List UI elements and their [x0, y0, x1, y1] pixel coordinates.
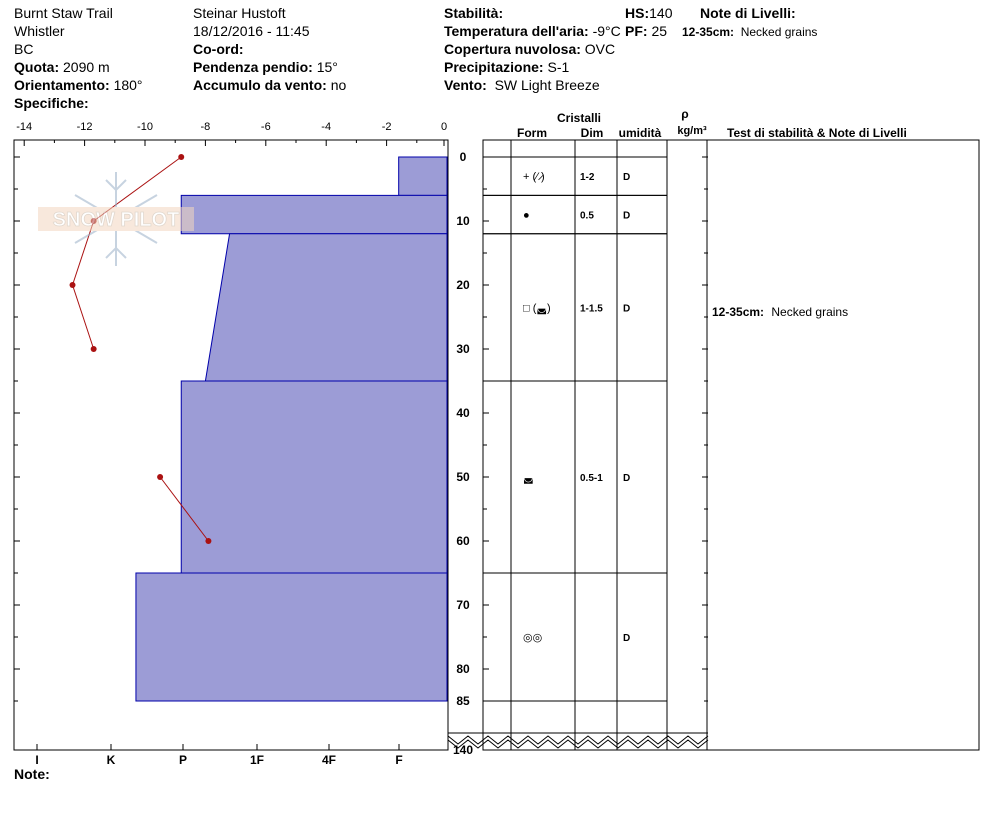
hardness-tick-label: P	[178, 753, 188, 767]
temp-point	[70, 282, 76, 288]
break-zigzag	[448, 736, 708, 744]
province: BC	[14, 41, 34, 57]
density-header: ρ	[681, 107, 689, 121]
temp-point	[205, 538, 211, 544]
stability-header: Test di stabilità & Note di Livelli	[727, 126, 907, 140]
crystal-form: ◛	[523, 472, 534, 484]
cloud-label: Copertura nuvolosa:	[444, 41, 581, 57]
wind-label: Vento:	[444, 77, 487, 93]
stability-note-range: 12-35cm:	[712, 305, 765, 319]
hs-value: 140	[649, 5, 673, 21]
crystal-size: 1-1.5	[580, 303, 603, 315]
layer-note-range: 12-35cm:	[682, 25, 735, 39]
crystal-size: 1-2	[580, 172, 595, 184]
depth-tick-label: 80	[456, 662, 470, 676]
slope: 15°	[316, 59, 338, 75]
temp-point	[178, 154, 184, 160]
datetime: 18/12/2016 - 11:45	[193, 23, 310, 39]
wind: SW Light Breeze	[494, 77, 600, 93]
crystal-form: □ (◛)	[523, 302, 551, 315]
watermark-text: SNOW PILOT	[52, 209, 180, 231]
temp-tick-label: 0	[440, 121, 448, 133]
air-temp: -9°C	[592, 23, 621, 39]
depth-tick-label: 50	[456, 470, 470, 484]
temp-tick-label: -2	[381, 121, 392, 133]
moisture: D	[623, 633, 631, 644]
depth-tick-label: 0	[459, 150, 467, 164]
moisture: D	[623, 210, 631, 222]
wind-load-label: Accumulo da vento:	[193, 77, 327, 93]
stability-label: Stabilità:	[444, 5, 504, 21]
table-frame	[483, 140, 979, 750]
precip-label: Precipitazione:	[444, 59, 544, 75]
temp-point	[91, 346, 97, 352]
moisture: D	[623, 303, 631, 315]
depth-tick-label: 60	[456, 534, 470, 548]
aspect: 180°	[113, 77, 143, 93]
hardness-tick-label: 1F	[249, 753, 265, 767]
temp-tick-label: -8	[200, 121, 211, 133]
temp-tick-label: -10	[137, 121, 153, 133]
hardness-layer	[205, 234, 447, 381]
temp-tick-label: -6	[260, 121, 271, 133]
temp-point	[157, 474, 163, 480]
precip: S-1	[547, 59, 570, 75]
hardness-layer	[181, 195, 447, 233]
depth-tick-label: 85	[456, 694, 470, 708]
elevation-label: Quota:	[14, 59, 60, 75]
hardness-tick-label: K	[106, 753, 116, 767]
temp-tick-label: -14	[16, 121, 33, 133]
stability-note-text: Necked grains	[771, 305, 849, 319]
hardness-tick-label: I	[35, 753, 39, 767]
note-label: Note:	[14, 766, 50, 782]
aspect-label: Orientamento:	[14, 77, 110, 93]
specifics-label: Specifiche:	[14, 95, 89, 111]
crystal-form: ●	[523, 209, 530, 222]
hardness-layer	[181, 381, 447, 573]
moisture: D	[623, 473, 631, 484]
depth-tick-label: 30	[456, 342, 470, 356]
density-unit: kg/m³	[677, 125, 707, 137]
temp-tick-label: -4	[321, 121, 332, 133]
crystals-header: Cristalli	[556, 111, 602, 125]
slope-label: Pendenza pendio:	[193, 59, 313, 75]
elevation: 2090 m	[63, 59, 110, 75]
crystal-size: 0.5-1	[580, 473, 603, 484]
depth-tick-label: 70	[456, 598, 470, 612]
depth-tick-label: 140	[452, 743, 474, 757]
stability-note	[712, 305, 848, 319]
temp-tick-label: -12	[76, 121, 93, 133]
wind-load: no	[330, 77, 347, 93]
crystal-form: + (⁄ ̷)	[523, 171, 545, 184]
crystal-form: ◎◎	[523, 632, 543, 644]
layer-note-text: Necked grains	[740, 25, 818, 39]
air-temp-label: Temperatura dell'aria:	[444, 23, 589, 39]
observer: Steinar Hustoft	[193, 5, 286, 21]
hardness-layer	[399, 157, 447, 195]
depth-tick-label: 20	[456, 278, 470, 292]
size-header: Dim	[580, 126, 604, 140]
region: Whistler	[14, 23, 65, 39]
depth-tick-label: 40	[456, 406, 470, 420]
pf-value: 25	[651, 23, 668, 39]
location: Burnt Staw Trail	[14, 5, 113, 21]
hardness-tick-label: 4F	[321, 753, 337, 767]
temp-profile-line	[73, 157, 182, 349]
layer-notes-label: Note di Livelli:	[700, 5, 796, 21]
hardness-tick-label: F	[395, 753, 403, 767]
coord-label: Co-ord:	[193, 41, 244, 57]
form-header: Form	[517, 126, 547, 140]
cloud: OVC	[584, 41, 616, 57]
crystal-size: 0.5	[580, 210, 594, 222]
moisture: D	[623, 172, 631, 184]
hs-label: HS:	[625, 5, 650, 21]
snowpilot-watermark	[38, 172, 194, 266]
hardness-layer	[136, 573, 447, 701]
pf-label: PF:	[625, 23, 648, 39]
depth-tick-label: 10	[456, 214, 470, 228]
moisture-header: umidità	[618, 126, 662, 140]
